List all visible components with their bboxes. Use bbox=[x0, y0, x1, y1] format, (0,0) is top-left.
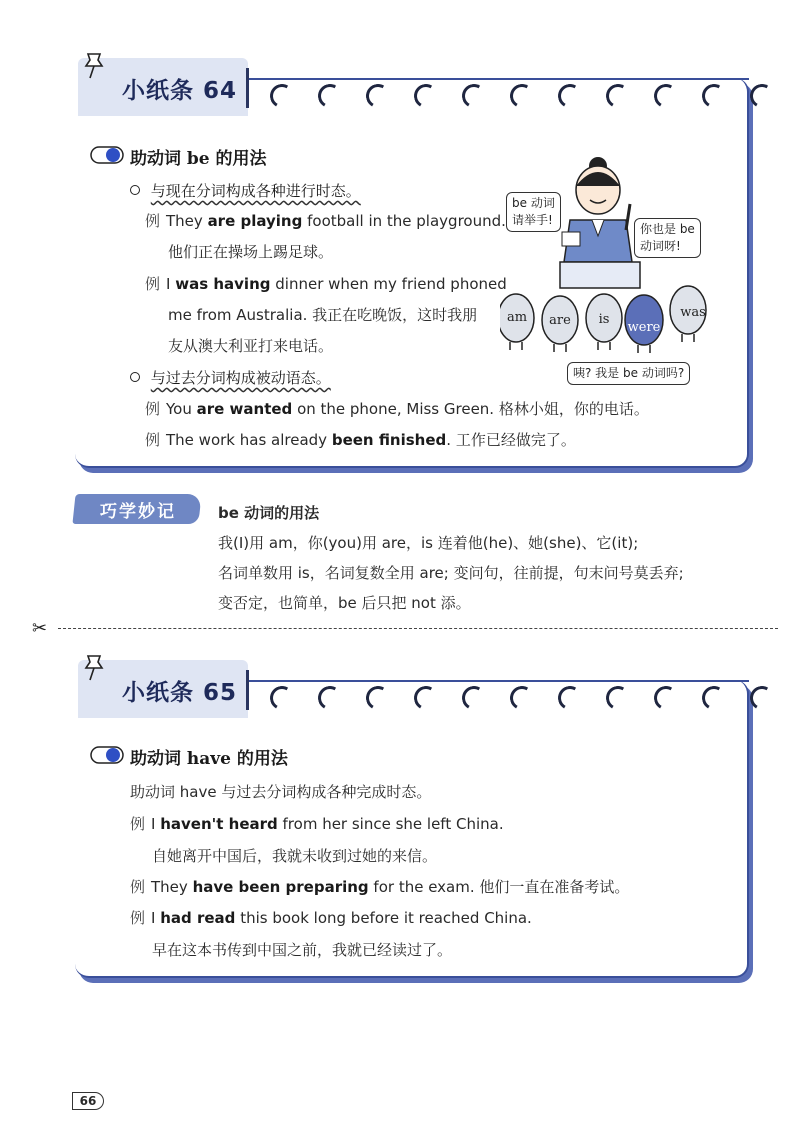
memo-line-1: 我(I)用 am，你(you)用 are，is 连着他(he)、她(she)、它(it); bbox=[218, 534, 639, 552]
example-4 bbox=[145, 429, 576, 450]
have-example-3 bbox=[130, 907, 532, 928]
bubble-line: 你也是 be bbox=[640, 222, 695, 236]
example-text: from her since she left China. bbox=[277, 815, 504, 833]
bubble-line: 动词呀! bbox=[640, 239, 681, 253]
egg-label-are: are bbox=[549, 313, 571, 328]
binder-rings bbox=[270, 84, 798, 108]
bullet-progressive bbox=[130, 180, 361, 201]
section-title-be: 助动词 be 的用法 bbox=[130, 149, 267, 169]
example-text: this book long before it reached China. bbox=[235, 909, 532, 927]
example-text: on the phone, Miss Green. 格林小姐，你的电话。 bbox=[292, 400, 649, 418]
speech-bubble-right bbox=[634, 218, 701, 258]
note-title-65: 小纸条 65 bbox=[122, 680, 238, 706]
intro-text: 助动词 have 与过去分词构成各种完成时态。 bbox=[130, 783, 432, 801]
have-example-1 bbox=[130, 813, 504, 834]
example-keyword: are playing bbox=[207, 212, 303, 230]
example-label: 例 bbox=[145, 431, 161, 449]
example-text: football in the playground. bbox=[302, 212, 506, 230]
example-2-line-3: 友从澳大利亚打来电话。 bbox=[168, 337, 334, 355]
example-1-translation: 他们正在操场上踢足球。 bbox=[168, 243, 334, 261]
example-1 bbox=[145, 210, 506, 231]
example-text: They bbox=[151, 878, 193, 896]
memo-line-2: 名词单数用 is，名词复数全用 are; 变问句，往前提，句末问号莫丢弃; bbox=[218, 564, 684, 582]
example-2 bbox=[145, 273, 507, 294]
have-example-2 bbox=[130, 876, 629, 897]
example-text: They bbox=[166, 212, 208, 230]
binder-rings bbox=[270, 686, 798, 710]
cut-line bbox=[58, 628, 778, 629]
toggle-bullet-icon bbox=[90, 746, 124, 764]
pushpin-icon bbox=[80, 50, 110, 80]
toggle-bullet-icon bbox=[90, 146, 124, 164]
speech-bubble-bottom: 咦? 我是 be 动词吗? bbox=[567, 362, 690, 385]
example-3 bbox=[145, 398, 649, 419]
example-keyword: was having bbox=[175, 275, 271, 293]
memo-badge: 巧学妙记 bbox=[100, 502, 176, 522]
example-label: 例 bbox=[130, 878, 146, 896]
card-65-top-border bbox=[248, 680, 749, 682]
tab-divider bbox=[246, 68, 249, 108]
egg-label-is: is bbox=[598, 312, 610, 327]
bubble-line: 请举手! bbox=[512, 213, 553, 227]
have-example-3-translation: 早在这本书传到中国之前，我就已经读过了。 bbox=[152, 941, 453, 959]
egg-label-was: was bbox=[680, 305, 706, 320]
example-keyword: haven't heard bbox=[160, 815, 278, 833]
bubble-line: be 动词 bbox=[512, 196, 555, 210]
memo-title: be 动词的用法 bbox=[218, 504, 320, 522]
egg-label-am: am bbox=[506, 310, 528, 325]
note-title-64: 小纸条 64 bbox=[122, 78, 238, 104]
have-intro bbox=[130, 781, 431, 802]
example-label: 例 bbox=[145, 400, 161, 418]
page-number: 66 bbox=[72, 1092, 104, 1110]
memo-line-3: 变否定，也简单，be 后只把 not 添。 bbox=[218, 594, 471, 612]
example-text: . 工作已经做完了。 bbox=[446, 431, 576, 449]
scissors-icon: ✂ bbox=[32, 618, 48, 639]
speech-bubble-teacher bbox=[506, 192, 561, 232]
example-label: 例 bbox=[130, 909, 146, 927]
example-keyword: are wanted bbox=[196, 400, 293, 418]
example-keyword: had read bbox=[160, 909, 236, 927]
section-title-have: 助动词 have 的用法 bbox=[130, 749, 288, 769]
egg-label-were: were bbox=[627, 320, 661, 335]
pushpin-icon bbox=[80, 652, 110, 682]
example-label: 例 bbox=[145, 212, 161, 230]
example-text: The work has already bbox=[166, 431, 332, 449]
tab-divider bbox=[246, 670, 249, 710]
example-text: I bbox=[151, 909, 161, 927]
example-text: for the exam. 他们一直在准备考试。 bbox=[368, 878, 630, 896]
example-text: dinner when my friend phoned bbox=[270, 275, 507, 293]
example-2-line-2: me from Australia. 我正在吃晚饭，这时我朋 bbox=[168, 306, 478, 324]
example-keyword: have been preparing bbox=[192, 878, 369, 896]
example-label: 例 bbox=[130, 815, 146, 833]
example-text: I bbox=[151, 815, 161, 833]
example-text: I bbox=[166, 275, 176, 293]
have-example-1-translation: 自她离开中国后，我就未收到过她的来信。 bbox=[152, 847, 438, 865]
example-label: 例 bbox=[145, 275, 161, 293]
card-64-top-border bbox=[248, 78, 749, 80]
example-text: You bbox=[166, 400, 197, 418]
bullet-text: 与现在分词构成各种进行时态。 bbox=[150, 182, 361, 200]
example-keyword: been finished bbox=[331, 431, 447, 449]
bullet-passive bbox=[130, 367, 331, 388]
bullet-text: 与过去分词构成被动语态。 bbox=[150, 369, 331, 387]
